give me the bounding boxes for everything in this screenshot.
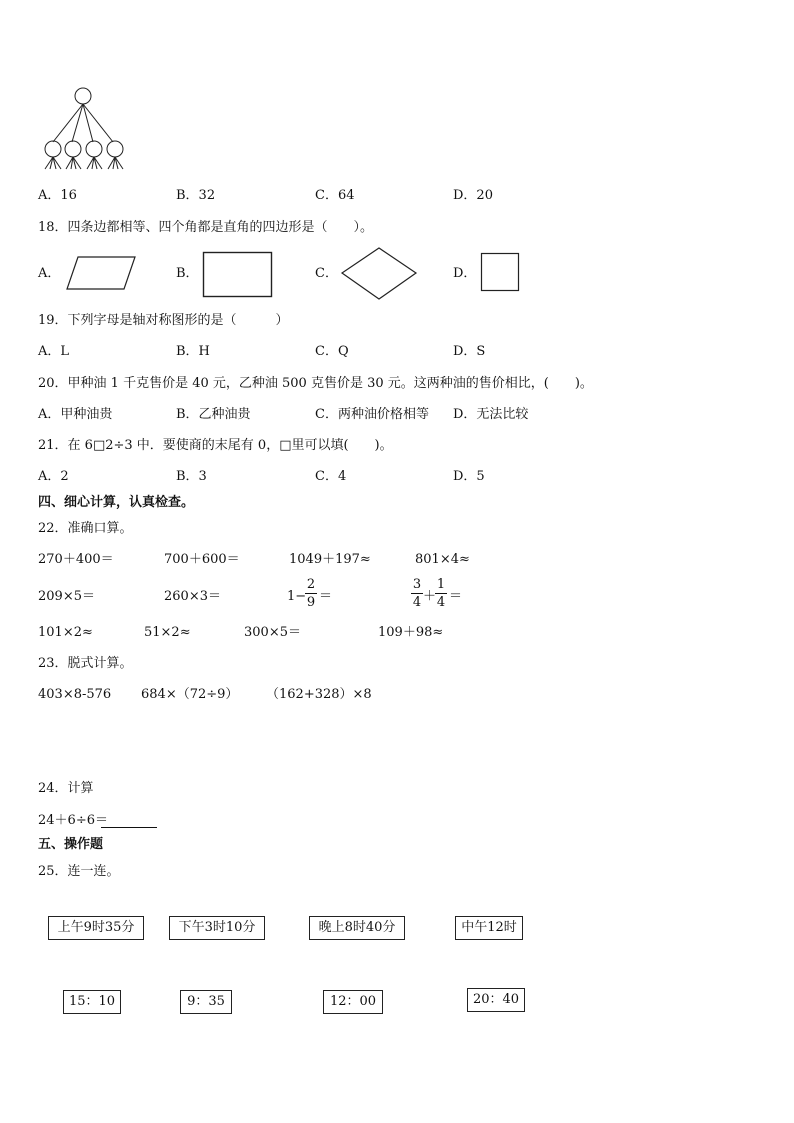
q22-r2-item: 260×3＝ bbox=[164, 589, 221, 604]
q18-label-d[interactable]: D． bbox=[453, 266, 477, 281]
q22-r3-item: 109＋98≈ bbox=[378, 625, 444, 640]
frac1-suffix: ＝ bbox=[319, 589, 333, 604]
q22-r1-item: 270＋400＝ bbox=[38, 552, 114, 567]
q21-option-d[interactable]: D．5 bbox=[453, 469, 485, 484]
q22-r1-item: 801×4≈ bbox=[415, 552, 470, 567]
frac2-denominator-1: 4 bbox=[412, 595, 422, 610]
q21-question: 21．在 6□2÷3 中．要使商的末尾有 0，□里可以填( )。 bbox=[38, 438, 393, 453]
q23-item-1: 403×8-576 bbox=[38, 687, 112, 702]
digital-time-box[interactable]: 12：00 bbox=[323, 990, 383, 1014]
q20-option-b[interactable]: B．乙种油贵 bbox=[176, 407, 251, 422]
q19-option-c[interactable]: C．Q bbox=[315, 344, 349, 359]
section-4-heading: 四、细心计算，认真检查。 bbox=[38, 495, 195, 510]
q23-item-3: （162+328）×8 bbox=[266, 687, 372, 702]
q25-question: 25．连一连。 bbox=[38, 864, 120, 879]
time-text-box[interactable]: 晚上8时40分 bbox=[309, 916, 405, 940]
digital-time-box[interactable]: 9：35 bbox=[180, 990, 232, 1014]
q19-question: 19．下列字母是轴对称图形的是（ ） bbox=[38, 313, 289, 328]
frac2-operator: ＋ bbox=[423, 589, 437, 604]
q20-question: 20．甲种油 1 千克售价是 40 元，乙种油 500 克售价是 30 元。这两种油的售价相比，( )。 bbox=[38, 376, 593, 391]
q17-option-d[interactable]: D．20 bbox=[453, 188, 493, 203]
tree-diagram bbox=[38, 84, 138, 174]
q22-r1-item: 700＋600＝ bbox=[164, 552, 240, 567]
frac1-denominator: 9 bbox=[306, 595, 316, 610]
rhombus-shape[interactable] bbox=[339, 246, 419, 302]
rectangle-shape[interactable] bbox=[202, 251, 274, 299]
q22-r2-item: 209×5＝ bbox=[38, 589, 95, 604]
frac2-suffix: ＝ bbox=[449, 589, 463, 604]
digital-time-box[interactable]: 20：40 bbox=[467, 988, 525, 1012]
q24-answer-blank[interactable] bbox=[101, 826, 157, 828]
q23-item-2: 684×（72÷9） bbox=[141, 687, 239, 702]
q19-option-d[interactable]: D．S bbox=[453, 344, 486, 359]
q17-option-c[interactable]: C．64 bbox=[315, 188, 355, 203]
q22-r3-item: 300×5＝ bbox=[244, 625, 301, 640]
q22-r1-item: 1049＋197≈ bbox=[289, 552, 371, 567]
frac2-numerator-2: 1 bbox=[436, 577, 446, 592]
q18-label-a[interactable]: A． bbox=[38, 266, 61, 281]
q17-option-a[interactable]: A．16 bbox=[38, 188, 77, 203]
q20-option-a[interactable]: A．甲种油贵 bbox=[38, 407, 113, 422]
q18-label-b[interactable]: B． bbox=[176, 266, 199, 281]
frac2-numerator-1: 3 bbox=[412, 577, 422, 592]
time-text-box[interactable]: 下午3时10分 bbox=[169, 916, 265, 940]
frac1-numerator: 2 bbox=[306, 577, 316, 592]
square-shape[interactable] bbox=[480, 252, 522, 294]
q17-option-b[interactable]: B．32 bbox=[176, 188, 216, 203]
q18-label-c[interactable]: C． bbox=[315, 266, 338, 281]
q24-question: 24．计算 bbox=[38, 781, 94, 796]
frac2-denominator-2: 4 bbox=[436, 595, 446, 610]
q23-question: 23．脱式计算。 bbox=[38, 656, 133, 671]
parallelogram-shape[interactable] bbox=[66, 254, 138, 292]
frac1-prefix: 1− bbox=[287, 589, 307, 604]
q22-r3-item: 51×2≈ bbox=[144, 625, 191, 640]
q20-option-d[interactable]: D．无法比较 bbox=[453, 407, 529, 422]
digital-time-box[interactable]: 15：10 bbox=[63, 990, 121, 1014]
q24-expression: 24＋6÷6＝ bbox=[38, 813, 108, 828]
q20-option-c[interactable]: C．两种油价格相等 bbox=[315, 407, 429, 422]
q22-question: 22．准确口算。 bbox=[38, 521, 133, 536]
section-5-heading: 五、操作题 bbox=[38, 837, 104, 852]
time-text-box[interactable]: 中午12时 bbox=[455, 916, 523, 940]
q21-option-b[interactable]: B．3 bbox=[176, 469, 207, 484]
q19-option-b[interactable]: B．H bbox=[176, 344, 210, 359]
q18-question: 18．四条边都相等、四个角都是直角的四边形是（ ）。 bbox=[38, 220, 374, 235]
q19-option-a[interactable]: A．L bbox=[38, 344, 70, 359]
time-text-box[interactable]: 上午9时35分 bbox=[48, 916, 144, 940]
q21-option-c[interactable]: C．4 bbox=[315, 469, 347, 484]
q21-option-a[interactable]: A．2 bbox=[38, 469, 69, 484]
q22-r3-item: 101×2≈ bbox=[38, 625, 93, 640]
